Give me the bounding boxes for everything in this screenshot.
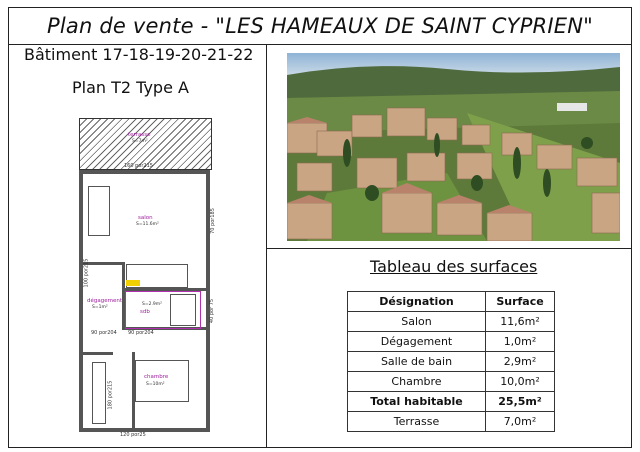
room-label-salon: salon [138,215,153,221]
table-header-surface: Surface [486,292,555,312]
title-bar [9,8,631,45]
dimension-label: 90 por204 [91,330,117,336]
bed [135,360,189,402]
table-row [348,412,555,432]
table-header-row [348,292,555,312]
wall [79,170,210,174]
room-label-degagement: dégagement [87,298,122,304]
table-row [348,372,555,392]
table-row [348,352,555,372]
vertical-divider [266,45,267,447]
table-cell-label: Salon [348,312,486,332]
room-label-terrasse: terrasse [128,132,151,138]
kitchen-highlight [126,280,140,286]
aerial-photo-image [287,53,620,241]
room-area-chambre: S=10m² [146,382,165,387]
dimension-label: 90 por204 [128,330,154,336]
wardrobe [92,362,106,424]
table-cell-label: Terrasse [348,412,486,432]
plan-type-label: Plan T2 Type A [72,78,189,97]
table-cell-value: 1,0m² [486,332,555,352]
dimension-label: 180 por215 [107,380,114,410]
document-title: Plan de vente - "LES HAMEAUX DE SAINT CYPRIEN" [47,14,593,38]
table-cell-value: 11,6m² [486,312,555,332]
room-area-salon: S=11.6m² [136,222,159,227]
table-cell-value: 10,0m² [486,372,555,392]
dimension-label: 40 por 75 [209,298,216,324]
dimension-label: 100 por215 [83,258,90,288]
wall [83,352,113,355]
room-area-degagement: S=1m² [92,305,108,310]
dimension-label: 160 por215 [124,163,153,169]
floor-plan [62,112,222,442]
surfaces-table-title: Tableau des surfaces [370,257,538,276]
table-cell-value: 2,9m² [486,352,555,372]
table-row [348,312,555,332]
table-header-designation: Désignation [348,292,486,312]
table-cell-value: 7,0m² [486,412,555,432]
wall [79,170,83,432]
horizontal-divider [266,248,632,249]
aerial-photo [287,53,620,241]
table-cell-label: Salle de bain [348,352,486,372]
shower [170,294,196,326]
table-cell-label: Chambre [348,372,486,392]
table-row [348,332,555,352]
table-cell-value: 25,5m² [486,392,555,412]
dimension-label: 120 por25 [120,432,146,438]
room-area-sdb: S=2.9m² [142,302,162,307]
room-label-chambre: chambre [144,374,169,380]
surfaces-table [347,291,555,432]
building-label: Bâtiment 17-18-19-20-21-22 [24,45,254,64]
dimension-label: 70 por185 [209,208,216,234]
room-label-sdb: sdb [140,309,150,315]
table-cell-label: Total habitable [348,392,486,412]
sofa [88,186,110,236]
table-total-row [348,392,555,412]
table-cell-label: Dégagement [348,332,486,352]
room-area-terrasse: S=7m² [132,139,148,144]
